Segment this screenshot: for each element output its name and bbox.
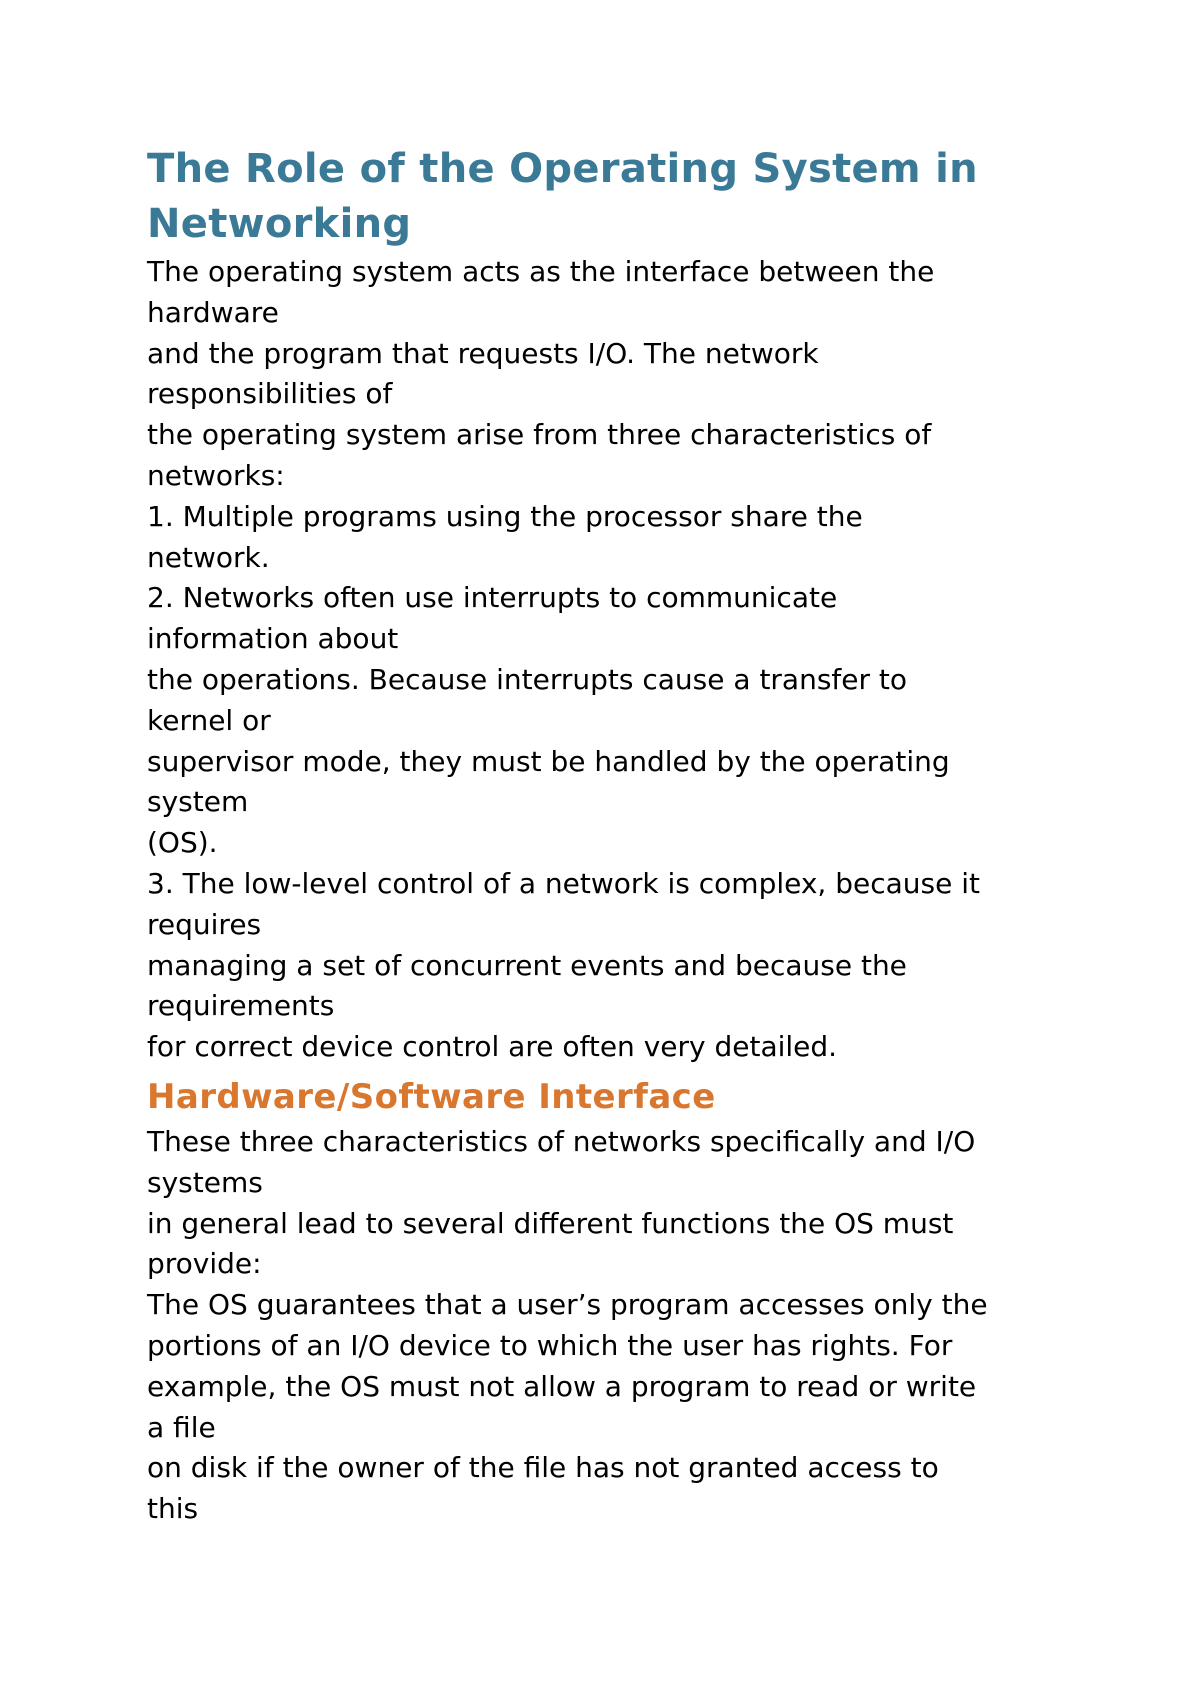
list-item-line: 2. Networks often use interrupts to communicate: [147, 581, 838, 615]
text-line: this: [147, 1492, 199, 1526]
title-line: Networking: [147, 201, 412, 247]
list-item-line: managing a set of concurrent events and because the: [147, 948, 907, 982]
text-line: networks:: [147, 458, 285, 492]
section-paragraph: [147, 1122, 1077, 1530]
list-item-line: 3. The low-level control of a network is complex, because it: [147, 866, 980, 900]
text-line: example, the OS must not allow a program to read or write: [147, 1369, 977, 1403]
text-line: portions of an I/O device to which the user has rights. For: [147, 1328, 953, 1362]
text-line: a file: [147, 1410, 216, 1444]
section-heading: Hardware/Software Interface: [147, 1076, 716, 1117]
list-item-line: system: [147, 785, 249, 819]
text-line: in general lead to several different functions the OS must: [147, 1206, 954, 1240]
list-item-line: 1. Multiple programs using the processor share the: [147, 499, 863, 533]
text-line: These three characteristics of networks specifically and I/O: [147, 1124, 976, 1158]
list-item-line: the operations. Because interrupts cause a transfer to: [147, 662, 908, 696]
text-line: The OS guarantees that a user’s program accesses only the: [147, 1288, 988, 1322]
list-item-line: requires: [147, 907, 262, 941]
text-line: and the program that requests I/O. The network: [147, 336, 819, 370]
list-item-line: for correct device control are often very detailed.: [147, 1030, 838, 1064]
text-line: hardware: [147, 295, 279, 329]
list-item-line: kernel or: [147, 703, 271, 737]
list-item-line: network.: [147, 540, 270, 574]
document-page: [147, 142, 1077, 1530]
intro-paragraph: [147, 252, 1077, 1068]
list-item-line: requirements: [147, 989, 335, 1023]
text-line: the operating system arise from three characteristics of: [147, 418, 932, 452]
list-item-line: supervisor mode, they must be handled by the operating: [147, 744, 950, 778]
text-line: The operating system acts as the interface between the: [147, 255, 935, 288]
title-line: The Role of the Operating System in: [147, 146, 978, 192]
list-item-line: information about: [147, 622, 399, 656]
list-item-line: (OS).: [147, 826, 218, 860]
text-line: on disk if the owner of the file has not granted access to: [147, 1451, 939, 1485]
text-line: provide:: [147, 1247, 262, 1281]
document-title: [147, 142, 1077, 252]
text-line: responsibilities of: [147, 377, 393, 411]
text-line: systems: [147, 1165, 263, 1199]
